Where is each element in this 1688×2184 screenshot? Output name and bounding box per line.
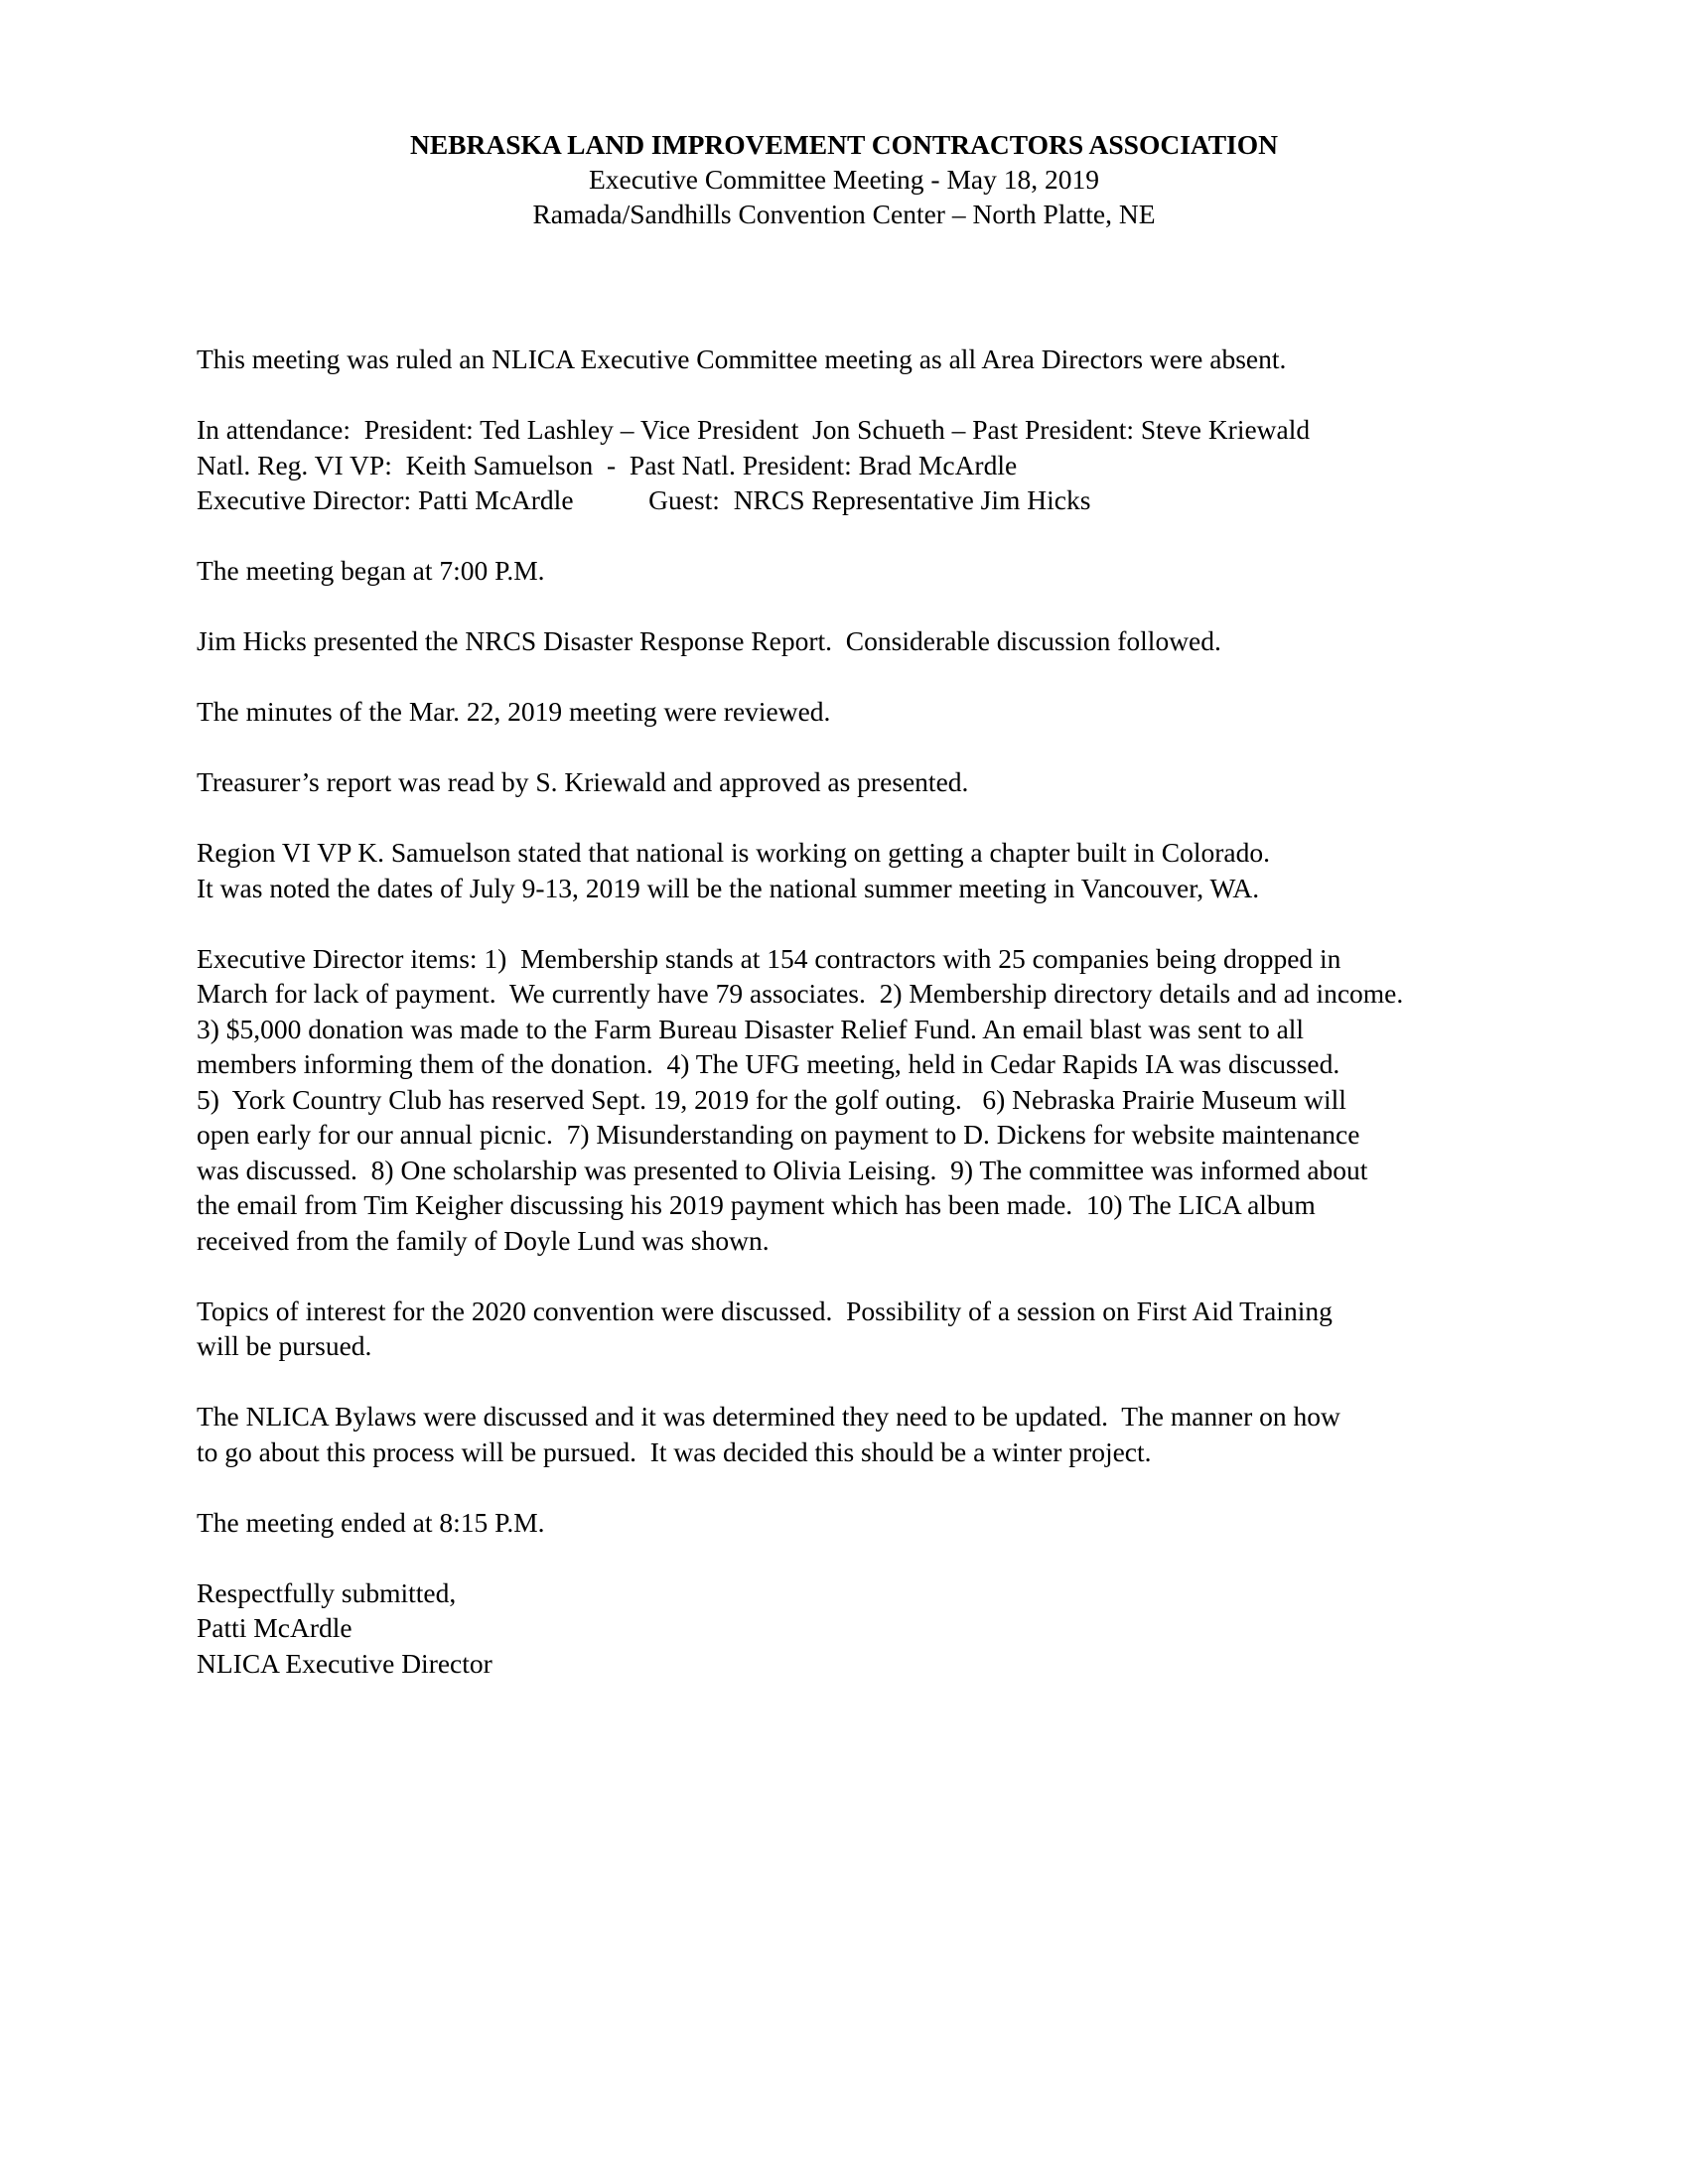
text-line: Treasurer’s report was read by S. Kriewald and approved as presented. xyxy=(197,766,969,797)
text-line: open early for our annual picnic. 7) Misunderstanding on payment to D. Dickens for website maintenance xyxy=(197,1119,1360,1150)
paragraph-intro xyxy=(197,341,1567,377)
paragraph-attendance xyxy=(197,412,1567,518)
meeting-title: Executive Committee Meeting - May 18, 2019 xyxy=(589,164,1099,195)
signature-block xyxy=(197,1575,1567,1682)
text-line: Natl. Reg. VI VP: Keith Samuelson - Past Natl. President: Brad McArdle xyxy=(197,449,1018,480)
signature-closing: Respectfully submitted, xyxy=(197,1576,457,1608)
paragraph-treasurer xyxy=(197,764,1567,800)
text-line: The meeting ended at 8:15 P.M. xyxy=(197,1506,545,1538)
paragraph-began xyxy=(197,553,1567,589)
minutes-body xyxy=(197,341,1567,1681)
paragraph-director-items xyxy=(197,941,1567,1259)
text-line: Region VI VP K. Samuelson stated that national is working on getting a chapter built in Colorado. xyxy=(197,837,1271,868)
text-line: March for lack of payment. We currently have 79 associates. 2) Membership directory details and ad income. xyxy=(197,978,1404,1009)
text-line: was discussed. 8) One scholarship was presented to Olivia Leising. 9) The committee was informed about xyxy=(197,1154,1368,1185)
paragraph-ended xyxy=(197,1505,1567,1541)
document-header xyxy=(0,127,1688,231)
paragraph-region xyxy=(197,835,1567,905)
text-line: to go about this process will be pursued. It was decided this should be a winter project. xyxy=(197,1435,1152,1467)
text-line: 3) $5,000 donation was made to the Farm Bureau Disaster Relief Fund. An email blast was sent to all xyxy=(197,1013,1305,1044)
text-line: The minutes of the Mar. 22, 2019 meeting were reviewed. xyxy=(197,696,831,727)
text-line: members informing them of the donation. 4) The UFG meeting, held in Cedar Rapids IA was discussed. xyxy=(197,1048,1340,1079)
text-line: Topics of interest for the 2020 convention were discussed. Possibility of a session on First Aid Training xyxy=(197,1295,1333,1326)
text-line: Executive Director: Patti McArdle Guest: NRCS Representative Jim Hicks xyxy=(197,484,1091,515)
text-line: In attendance: President: Ted Lashley – Vice President Jon Schueth – Past President: Steve Kriewald xyxy=(197,414,1311,445)
paragraph-minutes xyxy=(197,694,1567,730)
meeting-location: Ramada/Sandhills Convention Center – North Platte, NE xyxy=(532,199,1156,229)
text-line: received from the family of Doyle Lund was shown. xyxy=(197,1224,770,1256)
text-line: The NLICA Bylaws were discussed and it was determined they need to be updated. The manner on how xyxy=(197,1401,1340,1432)
text-line: the email from Tim Keigher discussing his 2019 payment which has been made. 10) The LICA album xyxy=(197,1189,1316,1220)
text-line: Jim Hicks presented the NRCS Disaster Response Report. Considerable discussion followed. xyxy=(197,625,1221,656)
text-line: The meeting began at 7:00 P.M. xyxy=(197,555,545,586)
text-line: will be pursued. xyxy=(197,1330,372,1361)
paragraph-hicks xyxy=(197,623,1567,659)
paragraph-topics xyxy=(197,1294,1567,1364)
signature-title: NLICA Executive Director xyxy=(197,1647,492,1679)
text-line: 5) York Country Club has reserved Sept. 19, 2019 for the golf outing. 6) Nebraska Prairie Museum will xyxy=(197,1083,1346,1115)
text-line: This meeting was ruled an NLICA Executive Committee meeting as all Area Directors were absent. xyxy=(197,343,1287,374)
text-line: It was noted the dates of July 9-13, 2019 will be the national summer meeting in Vancouver, WA. xyxy=(197,872,1260,903)
signature-name: Patti McArdle xyxy=(197,1612,352,1643)
organization-title: NEBRASKA LAND IMPROVEMENT CONTRACTORS ASSOCIATION xyxy=(409,129,1279,160)
paragraph-bylaws xyxy=(197,1399,1567,1469)
text-line: Executive Director items: 1) Membership stands at 154 contractors with 25 companies being dropped in xyxy=(197,942,1341,974)
